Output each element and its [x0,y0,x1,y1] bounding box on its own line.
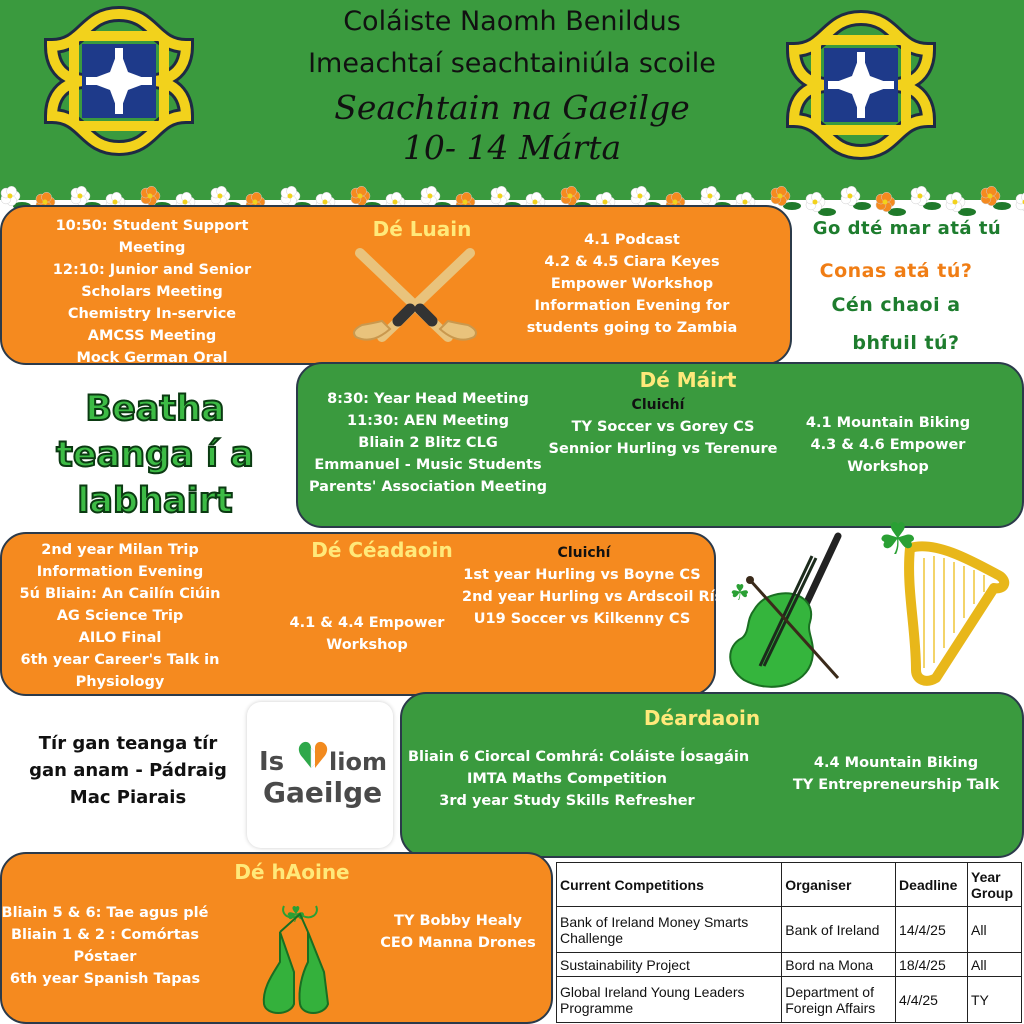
list-item: TY Entrepreneurship Talk [792,777,1000,793]
list-item: Mock German Oral [76,350,228,366]
table-header-cell: Year Group [968,863,1022,907]
list-item: 1st year Hurling vs Boyne CS [463,567,701,583]
wednesday-left-list [10,539,230,693]
header-banner [0,0,1024,200]
table-cell: All [968,953,1022,977]
list-item: 6th year Career's Talk in [20,652,220,668]
competitions-table [556,862,1022,1023]
list-item: 3rd year Study Skills Refresher [439,793,695,809]
list-item: Póstaer [73,949,137,965]
table-cell: Bank of Ireland Money Smarts Challenge [557,907,782,953]
monday-left-list [42,215,262,369]
table-cell: TY [968,977,1022,1023]
monday-title: Dé Luain [372,217,472,241]
table-cell: Bord na Mona [782,953,896,977]
garland-flower-center [533,200,538,205]
garland-flower-center [813,200,818,205]
table-row [557,977,1022,1023]
monday-box [0,205,792,365]
list-item: Physiology [75,674,165,690]
garland-flower-center [883,200,888,205]
garland-flower-center [603,200,608,205]
garland-flower-center [253,200,258,205]
week-title: Seachtain na Gaeilge [334,88,690,127]
slogan-line: Beatha [85,389,225,429]
garland-flower-center [393,200,398,205]
slogan-line: teanga í a [56,435,254,475]
table-header-cell: Current Competitions [557,863,782,907]
garland-flower-center [288,194,293,199]
slogan-line: labhairt [77,481,233,521]
list-item: Chemistry In-service [67,306,237,322]
friday-right-list [378,910,538,954]
list-item: IMTA Maths Competition [466,771,668,787]
wednesday-games-label: Cluichí [557,545,611,561]
list-item: 2nd year Hurling vs Ardscoil Rís [462,589,724,605]
garland-flower-center [708,194,713,199]
garland-flower-center [323,200,328,205]
list-item: 10:50: Student Support [55,218,249,234]
thursday-title: Déardaoin [643,706,761,730]
list-item: AG Science Trip [56,608,184,624]
table-header-cell: Deadline [896,863,968,907]
garland-flower-center [568,194,573,199]
wednesday-games-list [462,564,724,630]
list-item: 12:10: Junior and Senior [52,262,252,278]
list-item: AILO Final [78,630,162,646]
phrase-conas: Conas atá tú? [819,260,973,282]
list-item: 11:30: AEN Meeting [346,413,509,429]
garland-flower-center [778,194,783,199]
list-item: Sennior Hurling vs Terenure [548,441,778,457]
list-item: U19 Soccer vs Kilkenny CS [473,611,691,627]
table-cell: Bank of Ireland [782,907,896,953]
friday-title: Dé hAoine [234,860,350,884]
garland-flower-center [78,194,83,199]
dance-shoes-icon [250,892,350,1022]
garland-flower-center [218,194,223,199]
monday-right-list [522,229,742,339]
list-item: TY Bobby Healy [394,913,522,929]
list-item: Workshop [847,459,929,475]
svg-text:☘: ☘ [286,903,306,928]
garland-flower-center [358,194,363,199]
tuesday-left-list [308,388,548,498]
list-item: Information Evening for [534,298,730,314]
table-cell: Global Ireland Young Leaders Programme [557,977,782,1023]
garland-flower-center [953,200,958,205]
list-item: 4.1 Podcast [584,232,680,248]
garland-flower-center [673,200,678,205]
tuesday-right-list [788,412,988,478]
list-item: CEO Manna Drones [380,935,536,951]
slogan-text [30,386,280,524]
list-item: 8:30: Year Head Meeting [327,391,529,407]
thursday-right-list [786,752,1006,796]
tuesday-box [296,362,1024,528]
garland-flower-center [148,194,153,199]
list-item: TY Soccer vs Gorey CS [571,419,755,435]
list-item: Empower Workshop [550,276,714,292]
tuesday-games-list [548,416,778,460]
garland-flower-center [183,200,188,205]
garland-flower-center [463,200,468,205]
list-item: 4.4 Mountain Biking [813,755,979,771]
table-cell: 14/4/25 [896,907,968,953]
wednesday-box [0,532,724,696]
table-cell: 18/4/25 [896,953,968,977]
table-cell: 4/4/25 [896,977,968,1023]
garland-flower-center [498,194,503,199]
fiddle-icon [720,530,850,700]
list-item: 4.3 & 4.6 Empower [810,437,966,453]
garland-flower-center [113,200,118,205]
logo-text-gaeilge: Gaeilge [263,776,383,809]
garland-flower-center [8,194,13,199]
phrase-cen-chaoi-line1: Cén chaoi a [831,294,961,316]
list-item: 4.2 & 4.5 Ciara Keyes [544,254,720,270]
table-header-row [557,863,1022,907]
garland-flower-center [918,194,923,199]
logo-text-liom: liom [329,748,387,776]
friday-left-list [0,902,210,990]
list-item: Bliain 6 Ciorcal Comhrá: Coláiste Íosagáin [408,749,750,765]
garland-flower-center [743,200,748,205]
list-item: 5ú Bliain: An Cailín Ciúin [19,586,221,602]
logo-text-is: Is [259,747,285,777]
garland-flower-center [848,194,853,199]
tuesday-games-label: Cluichí [631,397,685,413]
friday-box [0,852,553,1024]
list-item: Bliain 5 & 6: Tae agus plé [1,905,209,921]
page-subtitle: Imeachtaí seachtainiúla scoile [308,48,716,79]
wednesday-title: Dé Céadaoin [311,538,453,562]
table-header-cell: Organiser [782,863,896,907]
list-item: Bliain 1 & 2 : Comórtas [10,927,200,943]
list-item: 2nd year Milan Trip [41,542,199,558]
phrase-cen-chaoi-line2: bhfuil tú? [852,332,960,354]
school-name: Coláiste Naomh Benildus [343,6,681,37]
thursday-box [400,692,1024,858]
list-item: Meeting [118,240,186,256]
svg-text:☘: ☘ [878,518,918,565]
list-item: Information Evening [36,564,204,580]
table-row [557,953,1022,977]
list-item: AMCSS Meeting [87,328,217,344]
table-cell: Department of Foreign Affairs [782,977,896,1023]
wednesday-middle-item: 4.1 & 4.4 Empower Workshop [289,615,445,653]
garland-flower-center [43,200,48,205]
list-item: students going to Zambia [526,320,738,336]
garland-flower-center [638,194,643,199]
garland-flower-center [988,194,993,199]
table-cell: Sustainability Project [557,953,782,977]
list-item: 4.1 Mountain Biking [805,415,971,431]
list-item: Emmanuel - Music Students [314,457,542,473]
list-item: Bliain 2 Blitz CLG [358,435,498,451]
list-item: Scholars Meeting [81,284,223,300]
pearse-quote: Tír gan teanga tír gan anam - Pádraig Mac Piarais [29,733,227,808]
phrase-go-dte: Go dté mar atá tú [812,218,1002,239]
svg-text:☘: ☘ [730,581,750,606]
harp-icon [876,518,1012,688]
table-row [557,907,1022,953]
hurley-sticks-icon [340,245,490,355]
tuesday-title: Dé Máirt [639,368,737,392]
garland-flower-center [428,194,433,199]
list-item: 6th year Spanish Tapas [9,971,201,987]
is-liom-gaeilge-logo [247,702,393,848]
list-item: Parents' Association Meeting [308,479,548,495]
table-cell: All [968,907,1022,953]
week-dates: 10- 14 Márta [402,128,622,167]
thursday-left-list [408,746,750,812]
